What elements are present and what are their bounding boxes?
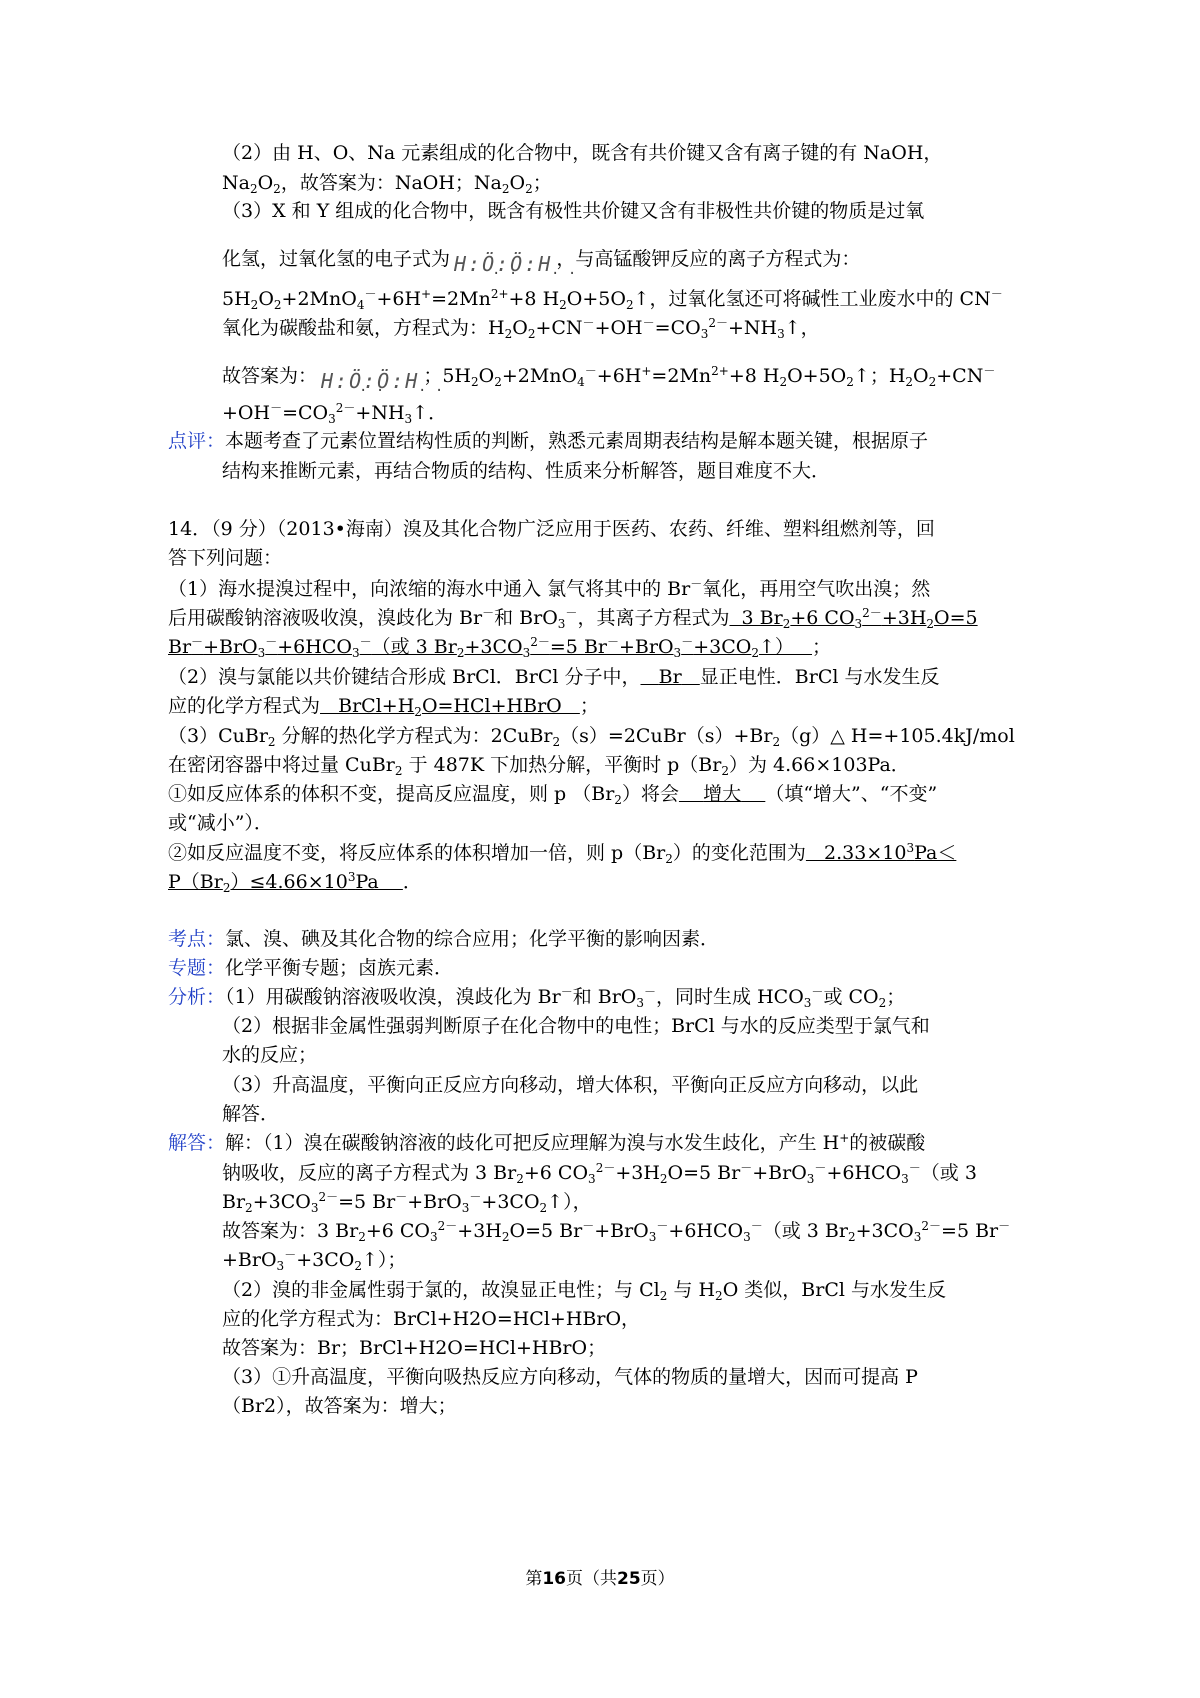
fenxi-line-2: （2）根据非金属性强弱判断原子在化合物中的电性；BrCl 与水的反应类型于氯气和 xyxy=(222,1015,930,1037)
jieda-line-9: （3）①升高温度，平衡向吸热反应方向移动，气体的物质的量增大，因而可提高 P xyxy=(222,1366,918,1388)
answer-blank-br: Br xyxy=(658,666,682,688)
comment-line-2: 结构来推断元素，再结合物质的结构、性质来分析解答，题目难度不大． xyxy=(222,460,831,482)
question-14-header-1: 14．（9 分）（2013•海南）溴及其化合物广泛应用于医药、农药、纤维、塑料组燃剂等，回 xyxy=(168,518,935,540)
answer-line-2a: （2）由 H、O、Na 元素组成的化合物中，既含有共价键又含有离子键的有 NaOH， xyxy=(222,142,943,164)
total-page-count: 25 xyxy=(617,1569,641,1589)
jieda-line-7: 应的化学方程式为：BrCl+H2O=HCl+HBrO， xyxy=(222,1308,641,1330)
answer-line-3a: （3）X 和 Y 组成的化合物中，既含有极性共价键又含有非极性共价键的物质是过氧 xyxy=(222,200,925,222)
jieda-line-1: 解答：解：（1）溴在碳酸钠溶液的歧化可把反应理解为溴与水发生歧化，产生 H+的被碳酸 xyxy=(168,1131,926,1154)
answer-line-3b: 化氢，过氧化氢的电子式为 H:Ö:Ö:H · · ，与高锰酸钾反应的离子方程式为： xyxy=(222,244,860,282)
question-14-header-2: 答下列问题： xyxy=(168,547,283,569)
q14-sub1-line-1: ①如反应体系的体积不变，提高反应温度，则 p $(Br_2)$将会 增大 （填“增大”、“不变” xyxy=(168,783,938,807)
current-page-number: 16 xyxy=(542,1569,566,1589)
zhuanti-line: 专题：化学平衡专题；卤族元素． xyxy=(168,957,454,979)
comment-label: 点评： xyxy=(168,430,226,452)
answer-line-3d: 氧化为碳酸盐和氨，方程式为：$H_2O_2+CN^-+OH^-=CO_3^{2-}+NH_3↑$， xyxy=(222,316,820,341)
comment-line-1: 点评：本题考查了元素位置结构性质的判断，熟悉元素周期表结构是解本题关键，根据原子 xyxy=(168,430,929,452)
kaodian-label: 考点： xyxy=(168,928,226,950)
jieda-line-3: $Br_2+3CO_3^{2-}=5$ $Br^-+BrO_3^-+3CO_2↑$）， xyxy=(222,1190,592,1215)
fenxi-line-1: 分析：（1）用碳酸钠溶液吸收溴，溴歧化为 Br－和 BrO$_3$－，同时生成 $HCO_3^-$或 $CO_2$； xyxy=(168,985,906,1010)
fenxi-line-3: 水的反应； xyxy=(222,1044,318,1066)
page-footer: 第16页（共25页） xyxy=(525,1569,675,1589)
q14-part2-line-1: （2）溴与氯能以共价键结合形成 BrCl．BrCl 分子中， Br 显正电性．BrCl 与水发生反 xyxy=(168,666,940,688)
q14-sub2-line-1: ②如反应温度不变，将反应体系的体积增加一倍，则 $p(Br_2)$的变化范围为 $2.33\times 10^3Pa<$ xyxy=(168,841,957,866)
jieda-line-6: （2）溴的非金属性弱于氯的，故溴显正电性；与 $Cl_2$ 与 $H_2O$ 类似，BrCl 与水发生反 xyxy=(222,1279,947,1303)
q14-part1-line-3: $Br^-+BrO_3^-+6HCO_3^-$（或 3 $Br_2+3CO_3^{2-}=5$ $Br^-+BrO_3^-+3CO_2↑$） ； xyxy=(168,635,832,660)
q14-part3-line-2: 在密闭容器中将过量 CuBr$_2$ 于 487K 下加热分解，平衡时 $p(Br_2)$为 4.66×103Pa． xyxy=(168,754,910,778)
jieda-line-8: 故答案为：Br；BrCl+H2O=HCl+HBrO； xyxy=(222,1337,607,1359)
zhuanti-label: 专题： xyxy=(168,957,226,979)
answer-line-2b: $Na_2O_2$，故答案为：NaOH；$Na_2O_2$； xyxy=(222,172,552,196)
fenxi-label: 分析： xyxy=(168,986,226,1008)
q14-part3-line-1: （3）CuBr$_2$ 分解的热化学方程式为：$2CuBr_2(s)=2CuBr(s)+Br_2(g)\triangle$ H=+105.4kJ/mol xyxy=(168,725,1015,749)
answer-line-3e: 故答案为： H:Ö:Ö:H · · ；$5H_2O_2+2MnO_4^-+6H^+=2Mn^{2+}+8$ $H_2O+5O_2↑$；$H_2O_2+CN^-$ xyxy=(222,361,995,399)
answer-blank-increase: 增大 xyxy=(703,783,742,805)
electron-formula-image-2: H:Ö:Ö:H · · xyxy=(319,371,421,399)
jieda-line-10: （Br2），故答案为：增大； xyxy=(222,1395,457,1417)
jieda-label: 解答： xyxy=(168,1132,226,1154)
q14-part1-line-1: （1）海水提溴过程中，向浓缩的海水中通入 氯气将其中的 Br－氧化，再用空气吹出溴；然 xyxy=(168,577,931,600)
fenxi-line-4: （3）升高温度，平衡向正反应方向移动，增大体积，平衡向正反应方向移动，以此 xyxy=(222,1074,919,1096)
q14-sub2-line-2: $P(Br_2)\le 4.66\times 10^3Pa$ ． xyxy=(168,870,422,895)
electron-formula-image: H:Ö:Ö:H · · xyxy=(452,254,554,282)
jieda-line-2: 钠吸收，反应的离子方程式为 3 $Br_2+6$ $CO_3^{2-}+3H_2O=5$ $Br^-+BrO_3^-+6HCO_3^-$（或 3 xyxy=(222,1161,977,1186)
jieda-line-4: 故答案为：3 $Br_2+6$ $CO_3^{2-}+3H_2O=5$ $Br^-+BrO_3^-+6HCO_3^-$（或 3 $Br_2+3CO_3^{2-}=5$ Br－ xyxy=(222,1219,1011,1244)
fenxi-line-5: 解答． xyxy=(222,1103,280,1125)
answer-line-3c: $5H_2O_2+2MnO_4^-+6H^+=2Mn^{2+}+8$ $H_2O+5O_2↑$，过氧化氢还可将碱性工业废水中的 CN－ xyxy=(222,287,1003,312)
kaodian-line: 考点：氯、溴、碘及其化合物的综合应用；化学平衡的影响因素． xyxy=(168,928,720,950)
q14-part2-line-2: 应的化学方程式为 $BrCl+H_2O=HCl+HBrO$ ； xyxy=(168,695,599,719)
answer-line-3f: $+OH^-=CO_3^{2-}+NH_3↑$． xyxy=(222,401,448,426)
q14-sub1-line-2: 或“减小”）． xyxy=(168,812,273,834)
q14-part1-line-2: 后用碳酸钠溶液吸收溴，溴歧化为 Br－和 BrO$_3$－，其离子方程式为 3 $Br_2+6$ $CO_3^{2-}+3H_2O=5$ xyxy=(168,606,978,631)
jieda-line-5: $+BrO_3^-+3CO_2↑$）； xyxy=(222,1248,407,1273)
